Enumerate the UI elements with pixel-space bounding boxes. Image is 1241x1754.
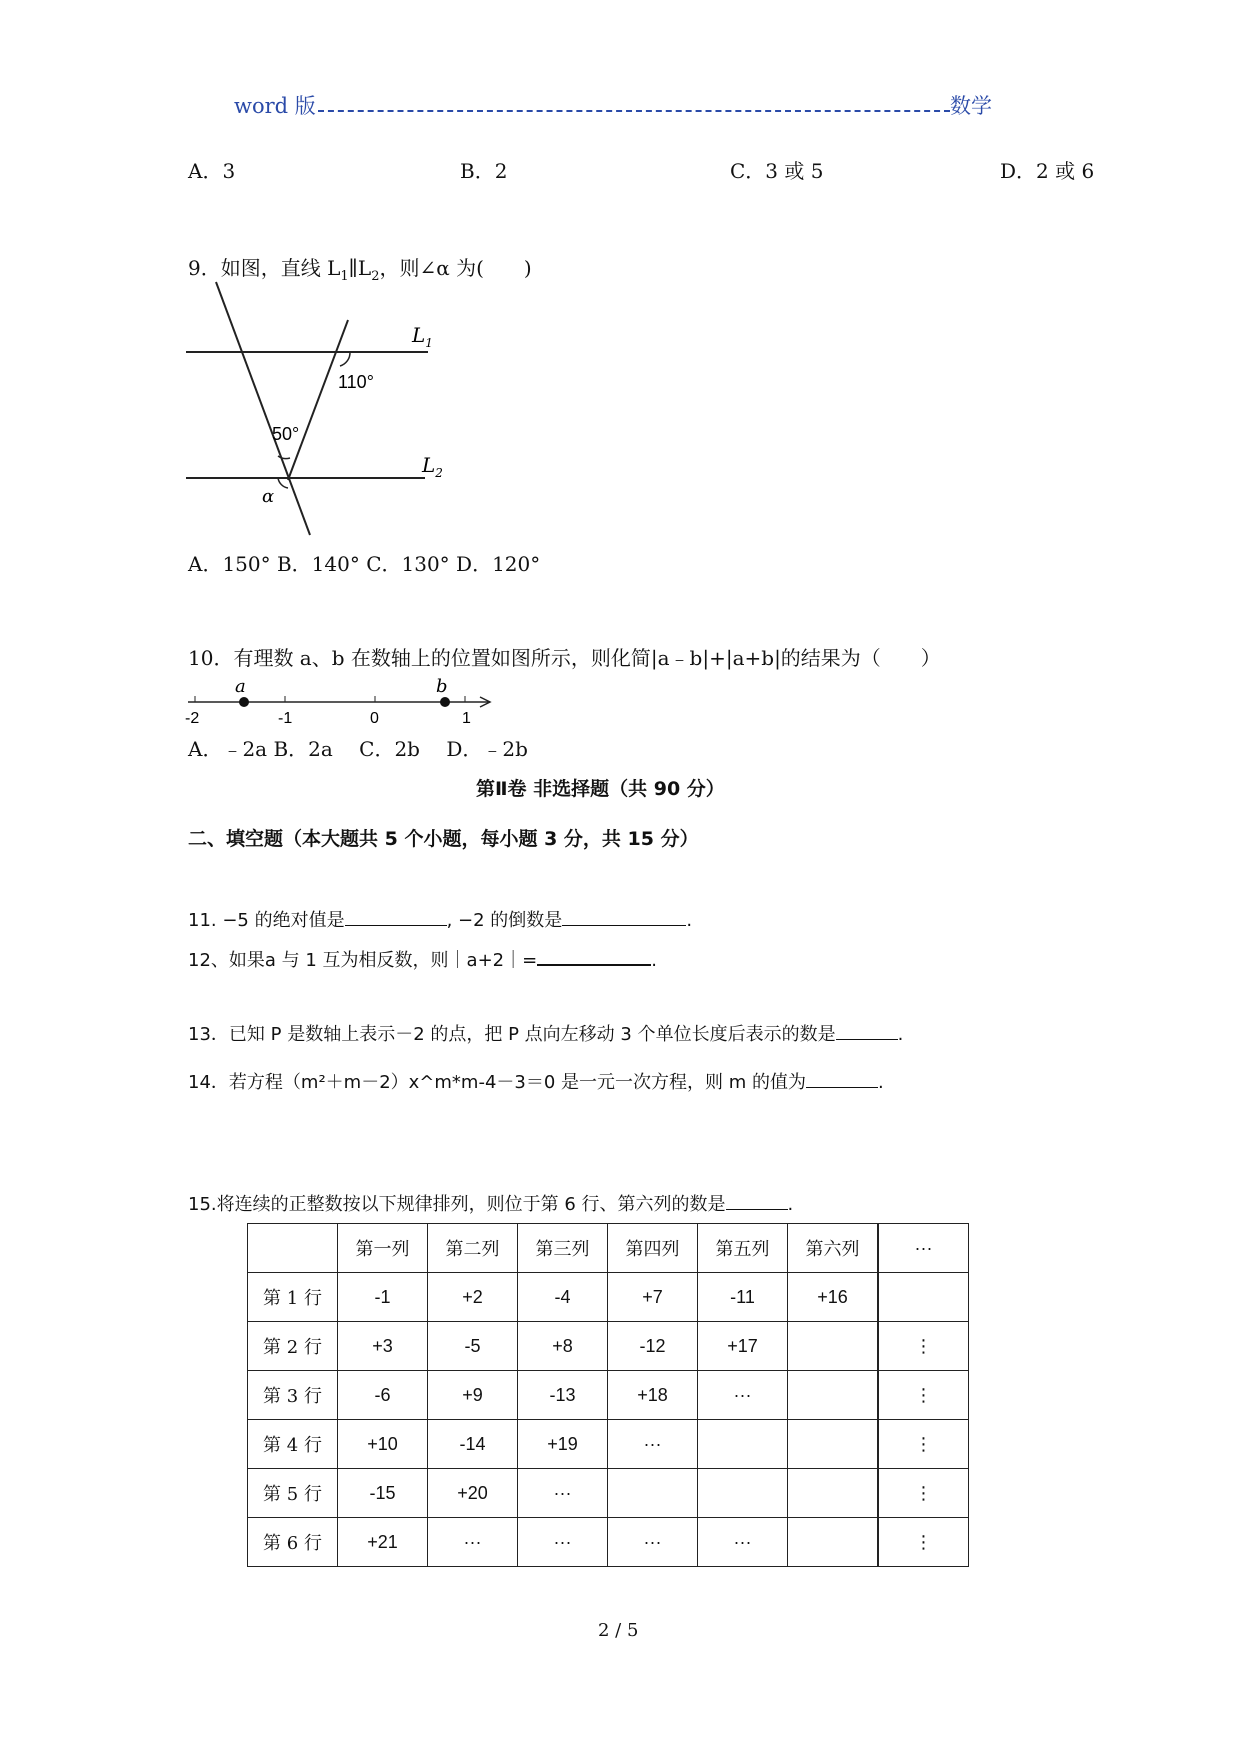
q9-options: A．150° B．140° C．130° D．120° — [188, 552, 541, 576]
q11-blank-1[interactable] — [345, 907, 447, 926]
table-cell — [698, 1420, 788, 1469]
arc-alpha — [278, 478, 288, 488]
q9-stem: 9．如图，直线 $L_1\parallel L_2$，则∠α 为( ) — [188, 256, 532, 284]
table-cell: ⋮ — [878, 1518, 969, 1567]
table-cell: +17 — [698, 1322, 788, 1371]
q9-parallel-lines-figure — [180, 280, 460, 540]
q10-stem: 10．有理数 a、b 在数轴上的位置如图所示，则化简|a﹣b|+|a+b|的结果为（ ） — [188, 646, 941, 670]
table-cell: ··· — [608, 1420, 698, 1469]
label-b: b — [436, 676, 448, 697]
q11: 11. −5 的绝对值是 , −2 的倒数是 . — [188, 906, 692, 932]
table-cell: +21 — [338, 1518, 428, 1567]
tick-label-m2: -2 — [185, 710, 200, 727]
table-cell — [788, 1518, 879, 1567]
tick-label-m1: -1 — [278, 710, 293, 727]
q13: 13．已知 P 是数轴上表示－2 的点，把 P 点向左移动 3 个单位长度后表示的数是 . — [188, 1020, 903, 1046]
label-a: a — [235, 676, 246, 697]
table-cell: ··· — [698, 1518, 788, 1567]
row-label: 第 3 行 — [248, 1371, 338, 1420]
label-l2: $L_2$ — [422, 453, 443, 480]
table-cell — [608, 1469, 698, 1518]
section2-title: 二、填空题（本大题共 5 个小题，每小题 3 分，共 15 分） — [188, 828, 699, 850]
page-number: 2 / 5 — [598, 1620, 639, 1641]
table-row — [248, 1420, 969, 1469]
header-right: 数学 — [950, 94, 992, 118]
q8-option-c: C．3 或 5 — [730, 159, 824, 183]
table-cell: ··· — [518, 1469, 608, 1518]
table-cell — [788, 1469, 879, 1518]
table-header-row — [248, 1224, 969, 1273]
q15-blank[interactable] — [726, 1191, 788, 1210]
header-left: word 版 — [234, 94, 316, 118]
q8-option-b: B．2 — [460, 159, 508, 183]
table-header-cell — [248, 1224, 338, 1273]
q15: 15.将连续的正整数按以下规律排列，则位于第 6 行、第六列的数是 . — [188, 1190, 793, 1216]
table-row — [248, 1371, 969, 1420]
row-label: 第 2 行 — [248, 1322, 338, 1371]
table-cell: -14 — [428, 1420, 518, 1469]
table-cell: +8 — [518, 1322, 608, 1371]
table-cell: +2 — [428, 1273, 518, 1322]
q11-blank-2[interactable] — [562, 907, 686, 926]
table-header-cell: ··· — [878, 1224, 969, 1273]
q14-blank[interactable] — [806, 1069, 878, 1088]
table-row — [248, 1273, 969, 1322]
table-cell: +7 — [608, 1273, 698, 1322]
q12: 12、如果a 与 1 互为相反数，则｜a+2｜= . — [188, 946, 657, 972]
table-cell: ⋮ — [878, 1420, 969, 1469]
q8-option-d: D．2 或 6 — [1000, 159, 1095, 183]
arc-50 — [278, 456, 290, 459]
table-cell: +9 — [428, 1371, 518, 1420]
tick-label-1: 1 — [462, 710, 471, 727]
table-cell: -12 — [608, 1322, 698, 1371]
table-cell: -6 — [338, 1371, 428, 1420]
table-header-cell: 第三列 — [518, 1224, 608, 1273]
table-cell: ··· — [428, 1518, 518, 1567]
table-cell: ⋮ — [878, 1322, 969, 1371]
transversal-right — [288, 320, 348, 480]
table-cell: +10 — [338, 1420, 428, 1469]
table-header-cell: 第一列 — [338, 1224, 428, 1273]
table-cell — [788, 1322, 879, 1371]
table-cell: ⋮ — [878, 1371, 969, 1420]
label-110: 110° — [338, 372, 374, 392]
label-alpha: α — [262, 486, 275, 507]
table-cell: +16 — [788, 1273, 879, 1322]
row-label: 第 5 行 — [248, 1469, 338, 1518]
part2-title: 第Ⅱ卷 非选择题（共 90 分） — [476, 778, 725, 800]
table-cell — [788, 1420, 879, 1469]
table-header-cell: 第四列 — [608, 1224, 698, 1273]
table-cell: +18 — [608, 1371, 698, 1420]
table-cell — [878, 1273, 969, 1322]
point-b — [440, 697, 450, 707]
table-cell: -1 — [338, 1273, 428, 1322]
table-cell: -15 — [338, 1469, 428, 1518]
q10-number-line — [180, 672, 500, 728]
table-cell: -4 — [518, 1273, 608, 1322]
table-row — [248, 1469, 969, 1518]
table-header-cell: 第六列 — [788, 1224, 879, 1273]
table-cell — [788, 1371, 879, 1420]
table-cell: +3 — [338, 1322, 428, 1371]
q13-blank[interactable] — [836, 1021, 898, 1040]
row-label: 第 1 行 — [248, 1273, 338, 1322]
label-50: 50° — [272, 424, 300, 444]
table-cell: -13 — [518, 1371, 608, 1420]
table-cell: +20 — [428, 1469, 518, 1518]
arc-110 — [340, 352, 350, 366]
q8-option-a: A．3 — [188, 159, 236, 183]
q14: 14．若方程（m²＋m－2）x^m*m-4－3＝0 是一元一次方程，则 m 的值为 . — [188, 1068, 884, 1094]
table-cell: -11 — [698, 1273, 788, 1322]
table-cell: ··· — [608, 1518, 698, 1567]
table-cell: ··· — [518, 1518, 608, 1567]
table-cell: ⋮ — [878, 1469, 969, 1518]
table-cell: -5 — [428, 1322, 518, 1371]
row-label: 第 4 行 — [248, 1420, 338, 1469]
table-row — [248, 1322, 969, 1371]
point-a — [239, 697, 249, 707]
table-header-cell: 第五列 — [698, 1224, 788, 1273]
header-dashed-rule — [318, 110, 950, 112]
label-l1: $L_1$ — [412, 323, 433, 350]
row-label: 第 6 行 — [248, 1518, 338, 1567]
table-cell: +19 — [518, 1420, 608, 1469]
pattern-table — [247, 1223, 969, 1567]
q10-options: A．﹣2a B．2a C．2b D．﹣2b — [188, 737, 528, 761]
table-cell — [698, 1469, 788, 1518]
tick-label-0: 0 — [370, 710, 379, 727]
table-row — [248, 1518, 969, 1567]
q12-blank[interactable] — [537, 946, 651, 966]
table-header-cell: 第二列 — [428, 1224, 518, 1273]
table-cell: ··· — [698, 1371, 788, 1420]
